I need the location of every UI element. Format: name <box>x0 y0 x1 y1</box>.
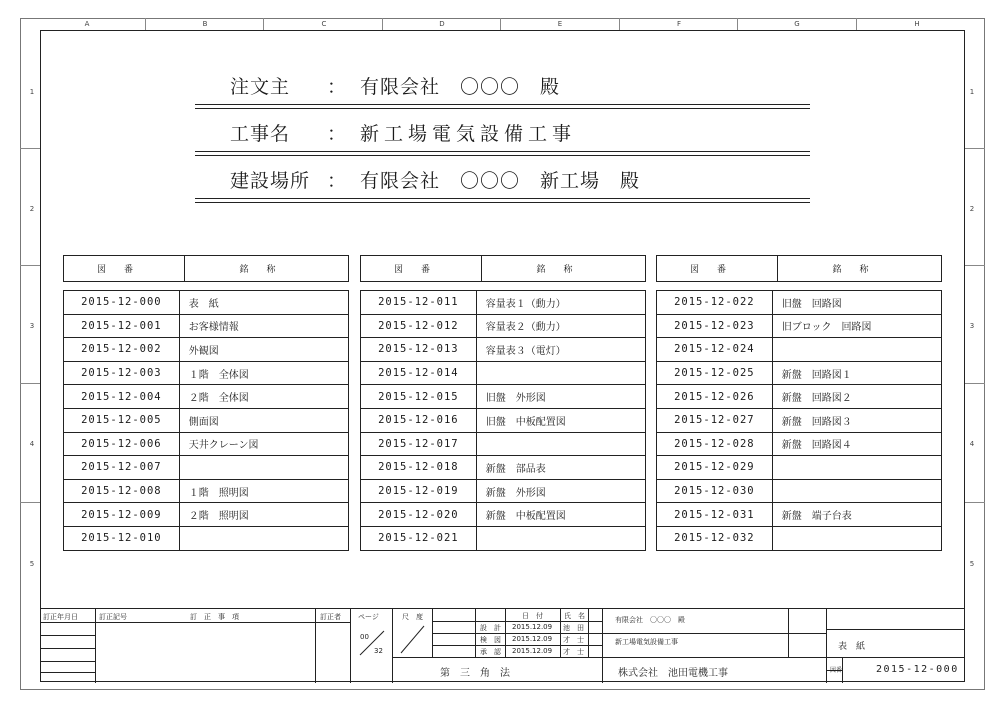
row-label-1-right: 1 <box>969 88 975 96</box>
list-row <box>64 479 349 503</box>
header-number: 図番 <box>657 256 778 282</box>
drawing-name: 容量表２（動力） <box>476 314 645 338</box>
list-row <box>657 526 942 550</box>
col-label-d: D <box>439 20 445 28</box>
col-tick <box>145 18 146 30</box>
drawing-number: 2015-12-015 <box>361 385 477 409</box>
row-label-2-right: 2 <box>969 205 975 213</box>
col-tick <box>382 18 383 30</box>
list-row <box>657 361 942 385</box>
drawing-name <box>772 526 941 550</box>
drawing-number: 2015-12-028 <box>657 432 773 456</box>
col-label-h: H <box>914 20 920 28</box>
col-label-a: A <box>84 20 90 28</box>
drawing-name: 天井クレーン図 <box>179 432 348 456</box>
drawing-number: 2015-12-004 <box>64 385 180 409</box>
col-label-g: G <box>794 20 800 28</box>
project-separator: ： <box>327 123 348 145</box>
list-row <box>361 291 646 315</box>
drawing-name: 旧盤 外形図 <box>476 385 645 409</box>
drawing-number: 2015-12-026 <box>657 385 773 409</box>
drawing-list-2 <box>360 290 646 551</box>
list-row <box>64 338 349 362</box>
row-tick <box>965 502 985 503</box>
list-row <box>657 456 942 480</box>
row-label-4-left: 4 <box>29 440 35 448</box>
drawing-name: 外観図 <box>179 338 348 362</box>
drawing-number: 2015-12-017 <box>361 432 477 456</box>
drawing-number: 2015-12-007 <box>64 456 180 480</box>
list-row <box>361 338 646 362</box>
list-row <box>361 503 646 527</box>
drawing-name <box>772 338 941 362</box>
header-number: 図番 <box>361 256 482 282</box>
drawing-name: 旧ブロック 回路図 <box>772 314 941 338</box>
col-label-e: E <box>557 20 563 28</box>
design-person: 池 田 <box>563 624 584 632</box>
row-label-5-left: 5 <box>29 560 35 568</box>
drawing-name: １階 全体図 <box>179 361 348 385</box>
drawing-name <box>179 456 348 480</box>
project-label: 工事名 <box>230 123 291 145</box>
page-slash <box>356 629 388 657</box>
list-row <box>361 526 646 550</box>
drawing-number: 2015-12-020 <box>361 503 477 527</box>
drawing-name: ２階 全体図 <box>179 385 348 409</box>
drawing-number: 2015-12-027 <box>657 408 773 432</box>
drawing-name: 新盤 回路図２ <box>772 385 941 409</box>
drawing-list-1 <box>63 290 349 551</box>
drawing-number: 2015-12-005 <box>64 408 180 432</box>
list-header-2 <box>360 255 646 282</box>
col-tick <box>737 18 738 30</box>
row-tick <box>965 148 985 149</box>
list-row <box>657 314 942 338</box>
col-tick <box>856 18 857 30</box>
drawing-number: 2015-12-010 <box>64 526 180 550</box>
drawing-number: 2015-12-003 <box>64 361 180 385</box>
approve-person: 才 士 <box>563 648 584 656</box>
list-row <box>64 291 349 315</box>
list-row <box>64 385 349 409</box>
list-row <box>657 503 942 527</box>
drawing-number: 2015-12-009 <box>64 503 180 527</box>
drawing-name: １階 照明図 <box>179 479 348 503</box>
row-tick <box>965 265 985 266</box>
approve-date: 2015.12.09 <box>512 647 553 655</box>
project-value: 新工場電気設備工事 <box>360 123 577 145</box>
revision-no-label: 訂正記号 <box>99 613 127 621</box>
list-row <box>64 314 349 338</box>
drawing-title-value: 表 紙 <box>838 642 866 652</box>
drawing-name <box>179 526 348 550</box>
list-header-3 <box>656 255 942 282</box>
check-date: 2015.12.09 <box>512 635 553 643</box>
page-value: 00 <box>360 633 369 641</box>
revision-date-label: 訂正年月日 <box>43 613 78 621</box>
col-label-c: C <box>321 20 327 28</box>
row-label-1-left: 1 <box>29 88 35 96</box>
col-tick <box>500 18 501 30</box>
drawing-name: 新盤 外形図 <box>476 479 645 503</box>
row-tick <box>20 383 40 384</box>
list-row <box>657 408 942 432</box>
drawing-name: 旧盤 回路図 <box>772 291 941 315</box>
drawing-number: 2015-12-000 <box>64 291 180 315</box>
revision-by-label: 訂正者 <box>320 613 341 621</box>
drawing-number: 2015-12-019 <box>361 479 477 503</box>
col-tick <box>263 18 264 30</box>
projection-method: 第 三 角 法 <box>440 668 510 679</box>
row-label-3-left: 3 <box>29 322 35 330</box>
drawing-name <box>476 361 645 385</box>
drawing-name: 新盤 回路図３ <box>772 408 941 432</box>
drawing-number: 2015-12-025 <box>657 361 773 385</box>
site-label: 建設場所 <box>230 170 311 192</box>
drawing-number: 2015-12-022 <box>657 291 773 315</box>
header-name: 銘称 <box>778 256 942 282</box>
drawing-number: 2015-12-012 <box>361 314 477 338</box>
drawing-name: 新盤 端子台表 <box>772 503 941 527</box>
client-label: 注文主 <box>230 76 291 98</box>
name-label: 氏 名 <box>564 612 585 620</box>
revision-content-label: 訂 正 事 項 <box>190 613 239 621</box>
company-name: 株式会社 池田電機工事 <box>618 668 728 679</box>
project-line <box>195 119 810 149</box>
drawing-name: 新盤 部品表 <box>476 456 645 480</box>
drawing-number: 2015-12-008 <box>64 479 180 503</box>
approve-label: 承 認 <box>480 648 501 656</box>
drawing-name: 新盤 回路図４ <box>772 432 941 456</box>
drawing-number: 2015-12-006 <box>64 432 180 456</box>
drawing-list-3 <box>656 290 942 551</box>
list-row <box>361 432 646 456</box>
scale-label: 尺 度 <box>402 613 423 621</box>
drawing-name: 新盤 回路図１ <box>772 361 941 385</box>
row-tick <box>965 383 985 384</box>
col-label-b: B <box>202 20 208 28</box>
row-label-4-right: 4 <box>969 440 975 448</box>
drawing-name <box>772 456 941 480</box>
drawing-name: 表 紙 <box>179 291 348 315</box>
drawing-number: 2015-12-021 <box>361 526 477 550</box>
list-row <box>64 432 349 456</box>
project-small: 新工場電気設備工事 <box>615 638 678 646</box>
client-separator: ： <box>327 76 348 98</box>
list-row <box>64 361 349 385</box>
drawing-name <box>772 479 941 503</box>
drawing-number: 2015-12-030 <box>657 479 773 503</box>
drawing-name: 旧盤 中板配置図 <box>476 408 645 432</box>
list-row <box>657 432 942 456</box>
site-value: 有限会社 〇〇〇 新工場 殿 <box>360 170 641 192</box>
list-row <box>64 408 349 432</box>
client-value: 有限会社 〇〇〇 殿 <box>360 76 561 98</box>
list-row <box>64 503 349 527</box>
list-row <box>361 456 646 480</box>
list-row <box>361 314 646 338</box>
drawing-name <box>476 526 645 550</box>
row-tick <box>20 148 40 149</box>
row-tick <box>20 265 40 266</box>
design-date: 2015.12.09 <box>512 623 553 631</box>
col-tick <box>619 18 620 30</box>
drawing-no-label: 図番 <box>830 667 843 674</box>
drawing-number: 2015-12-014 <box>361 361 477 385</box>
drawing-number: 2015-12-031 <box>657 503 773 527</box>
header-name: 銘称 <box>482 256 646 282</box>
header-number: 図番 <box>64 256 185 282</box>
list-header-1 <box>63 255 349 282</box>
drawing-name: 新盤 中板配置図 <box>476 503 645 527</box>
client-line <box>195 72 810 102</box>
site-separator: ： <box>327 170 348 192</box>
list-row <box>64 456 349 480</box>
drawing-name: 容量表１（動力） <box>476 291 645 315</box>
list-row <box>361 361 646 385</box>
page-total: 32 <box>374 647 383 655</box>
col-label-f: F <box>676 20 682 28</box>
header-name: 銘称 <box>185 256 349 282</box>
drawing-number: 2015-12-002 <box>64 338 180 362</box>
page-label: ページ <box>358 613 379 621</box>
title-block <box>40 608 965 683</box>
row-label-3-right: 3 <box>969 322 975 330</box>
drawing-no-value: 2015-12-000 <box>876 664 959 675</box>
list-row <box>657 338 942 362</box>
client-small: 有限会社 〇〇〇 殿 <box>615 616 685 624</box>
drawing-number: 2015-12-011 <box>361 291 477 315</box>
drawing-name: ２階 照明図 <box>179 503 348 527</box>
list-row <box>361 479 646 503</box>
list-row <box>657 291 942 315</box>
drawing-name: 容量表３（電灯） <box>476 338 645 362</box>
drawing-number: 2015-12-032 <box>657 526 773 550</box>
drawing-name <box>476 432 645 456</box>
drawing-number: 2015-12-001 <box>64 314 180 338</box>
list-row <box>657 385 942 409</box>
drawing-number: 2015-12-023 <box>657 314 773 338</box>
scale-slash <box>396 623 428 655</box>
design-label: 設 計 <box>480 624 501 632</box>
list-row <box>361 408 646 432</box>
row-label-5-right: 5 <box>969 560 975 568</box>
row-label-2-left: 2 <box>29 205 35 213</box>
row-tick <box>20 502 40 503</box>
drawing-number: 2015-12-018 <box>361 456 477 480</box>
drawing-number: 2015-12-013 <box>361 338 477 362</box>
list-row <box>64 526 349 550</box>
check-label: 検 図 <box>480 636 501 644</box>
drawing-number: 2015-12-029 <box>657 456 773 480</box>
check-person: 才 士 <box>563 636 584 644</box>
date-label: 日 付 <box>522 612 543 620</box>
list-row <box>657 479 942 503</box>
site-line <box>195 166 810 196</box>
drawing-name: 側面図 <box>179 408 348 432</box>
list-row <box>361 385 646 409</box>
drawing-number: 2015-12-024 <box>657 338 773 362</box>
drawing-name: お客様情報 <box>179 314 348 338</box>
drawing-number: 2015-12-016 <box>361 408 477 432</box>
